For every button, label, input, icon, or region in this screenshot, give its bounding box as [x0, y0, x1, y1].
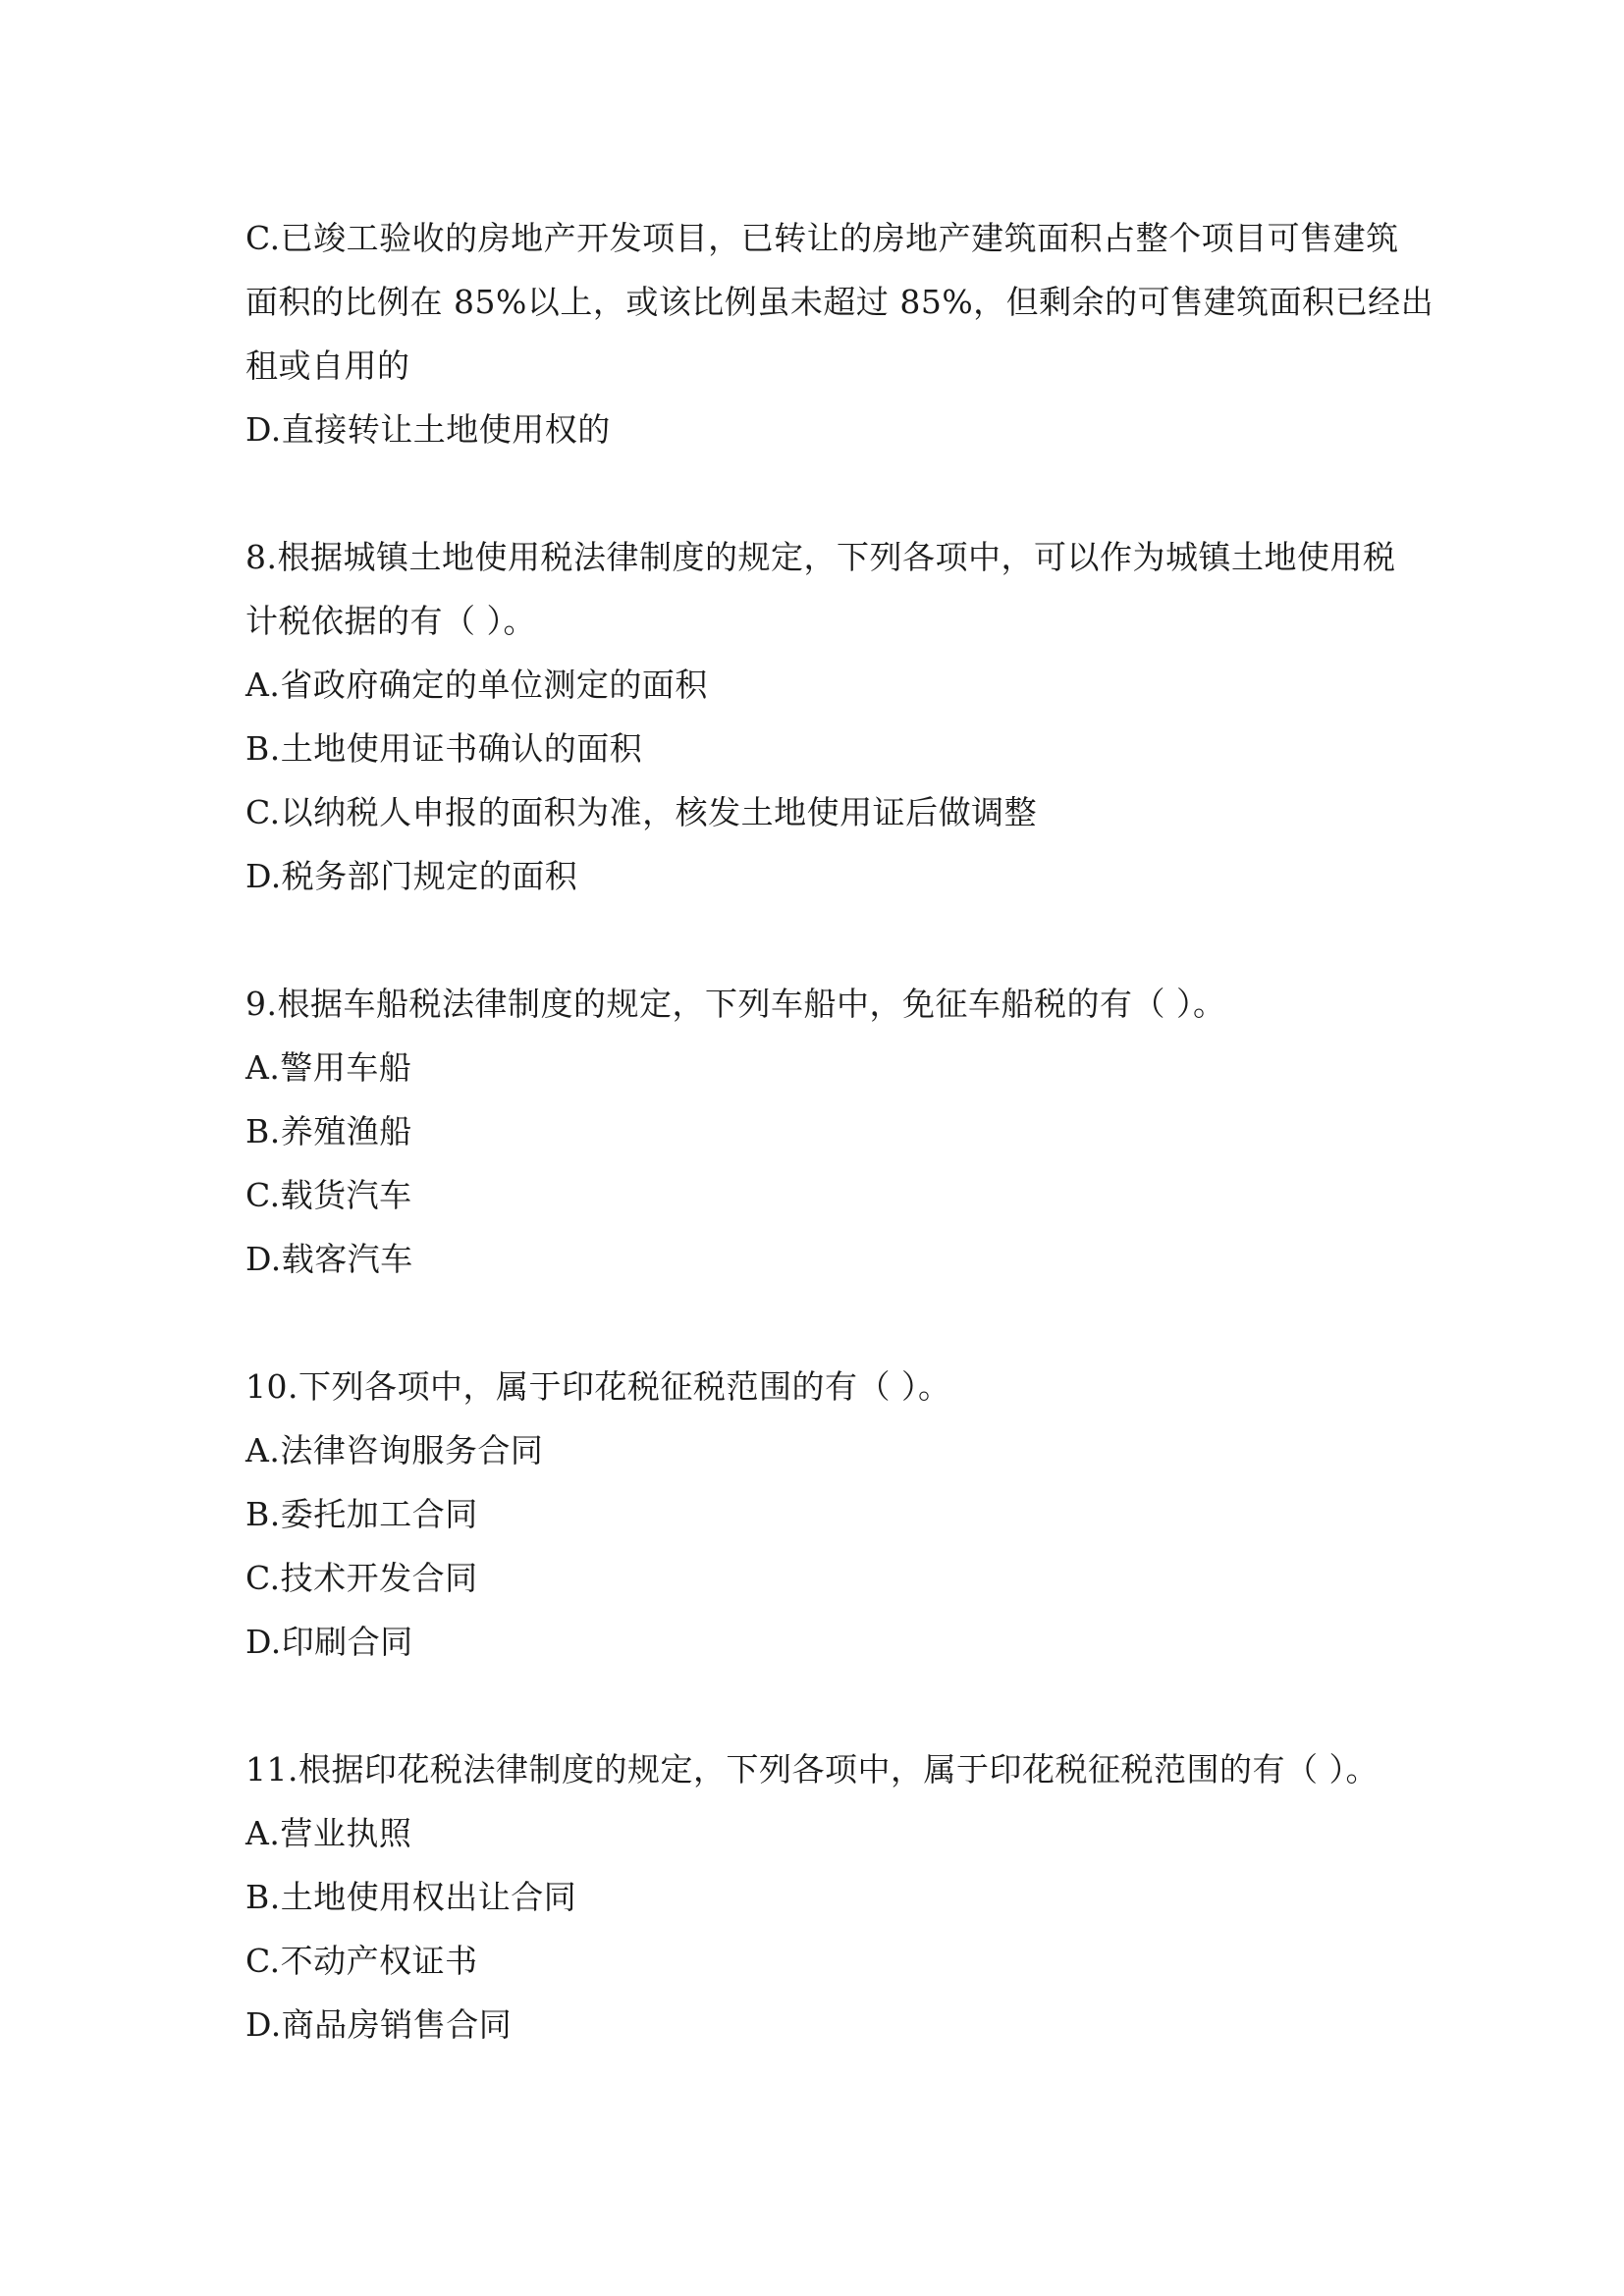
option-a: A.省政府确定的单位测定的面积 — [245, 666, 708, 704]
question-stem-line-1: 10.下列各项中，属于印花税征税范围的有（ ）。 — [245, 1367, 951, 1406]
option-d: D.商品房销售合同 — [245, 2005, 513, 2044]
option-d: D.载客汽车 — [245, 1240, 413, 1278]
spacer — [245, 1291, 1394, 1355]
question-stem-line-1: 8.根据城镇土地使用税法律制度的规定，下列各项中，可以作为城镇土地使用税 — [245, 538, 1396, 576]
option-c-line-2: 面积的比例在 85%以上，或该比例虽未超过 85%，但剩余的可售建筑面积已经出 — [245, 283, 1435, 321]
document-content — [245, 206, 1435, 2056]
spacer — [245, 1674, 1394, 1737]
question-stem-line-1: 9.根据车船税法律制度的规定，下列车船中，免征车船税的有（ ）。 — [245, 985, 1226, 1023]
option-c-line-1: C.已竣工验收的房地产开发项目，已转让的房地产建筑面积占整个项目可售建筑 — [245, 219, 1399, 257]
spacer — [245, 908, 1394, 972]
option-c: C.载货汽车 — [245, 1176, 412, 1214]
option-a: A.法律咨询服务合同 — [245, 1431, 544, 1469]
question-stem-line-1: 11.根据印花税法律制度的规定，下列各项中，属于印花税征税范围的有（ ）。 — [245, 1750, 1379, 1789]
option-a: A.警用车船 — [245, 1048, 412, 1087]
question-9 — [245, 972, 1394, 1291]
question-8 — [245, 525, 1394, 908]
option-c-line-3: 租或自用的 — [245, 347, 410, 385]
option-c: C.不动产权证书 — [245, 1942, 478, 1980]
option-d: D.印刷合同 — [245, 1623, 413, 1661]
question-11 — [245, 1737, 1394, 2056]
option-c: C.技术开发合同 — [245, 1559, 478, 1597]
option-c: C.以纳税人申报的面积为准，核发土地使用证后做调整 — [245, 793, 1038, 831]
option-b: B.土地使用证书确认的面积 — [245, 729, 643, 768]
question-10 — [245, 1355, 1394, 1674]
question-stem-line-2: 计税依据的有（ ）。 — [245, 602, 536, 640]
option-b: B.土地使用权出让合同 — [245, 1878, 577, 1916]
option-d: D.直接转让土地使用权的 — [245, 410, 611, 449]
option-b: B.养殖渔船 — [245, 1112, 412, 1150]
option-a: A.营业执照 — [245, 1814, 412, 1852]
previous-question-continuation — [245, 206, 1435, 461]
option-b: B.委托加工合同 — [245, 1495, 478, 1533]
spacer — [245, 461, 1394, 525]
option-d: D.税务部门规定的面积 — [245, 857, 578, 895]
